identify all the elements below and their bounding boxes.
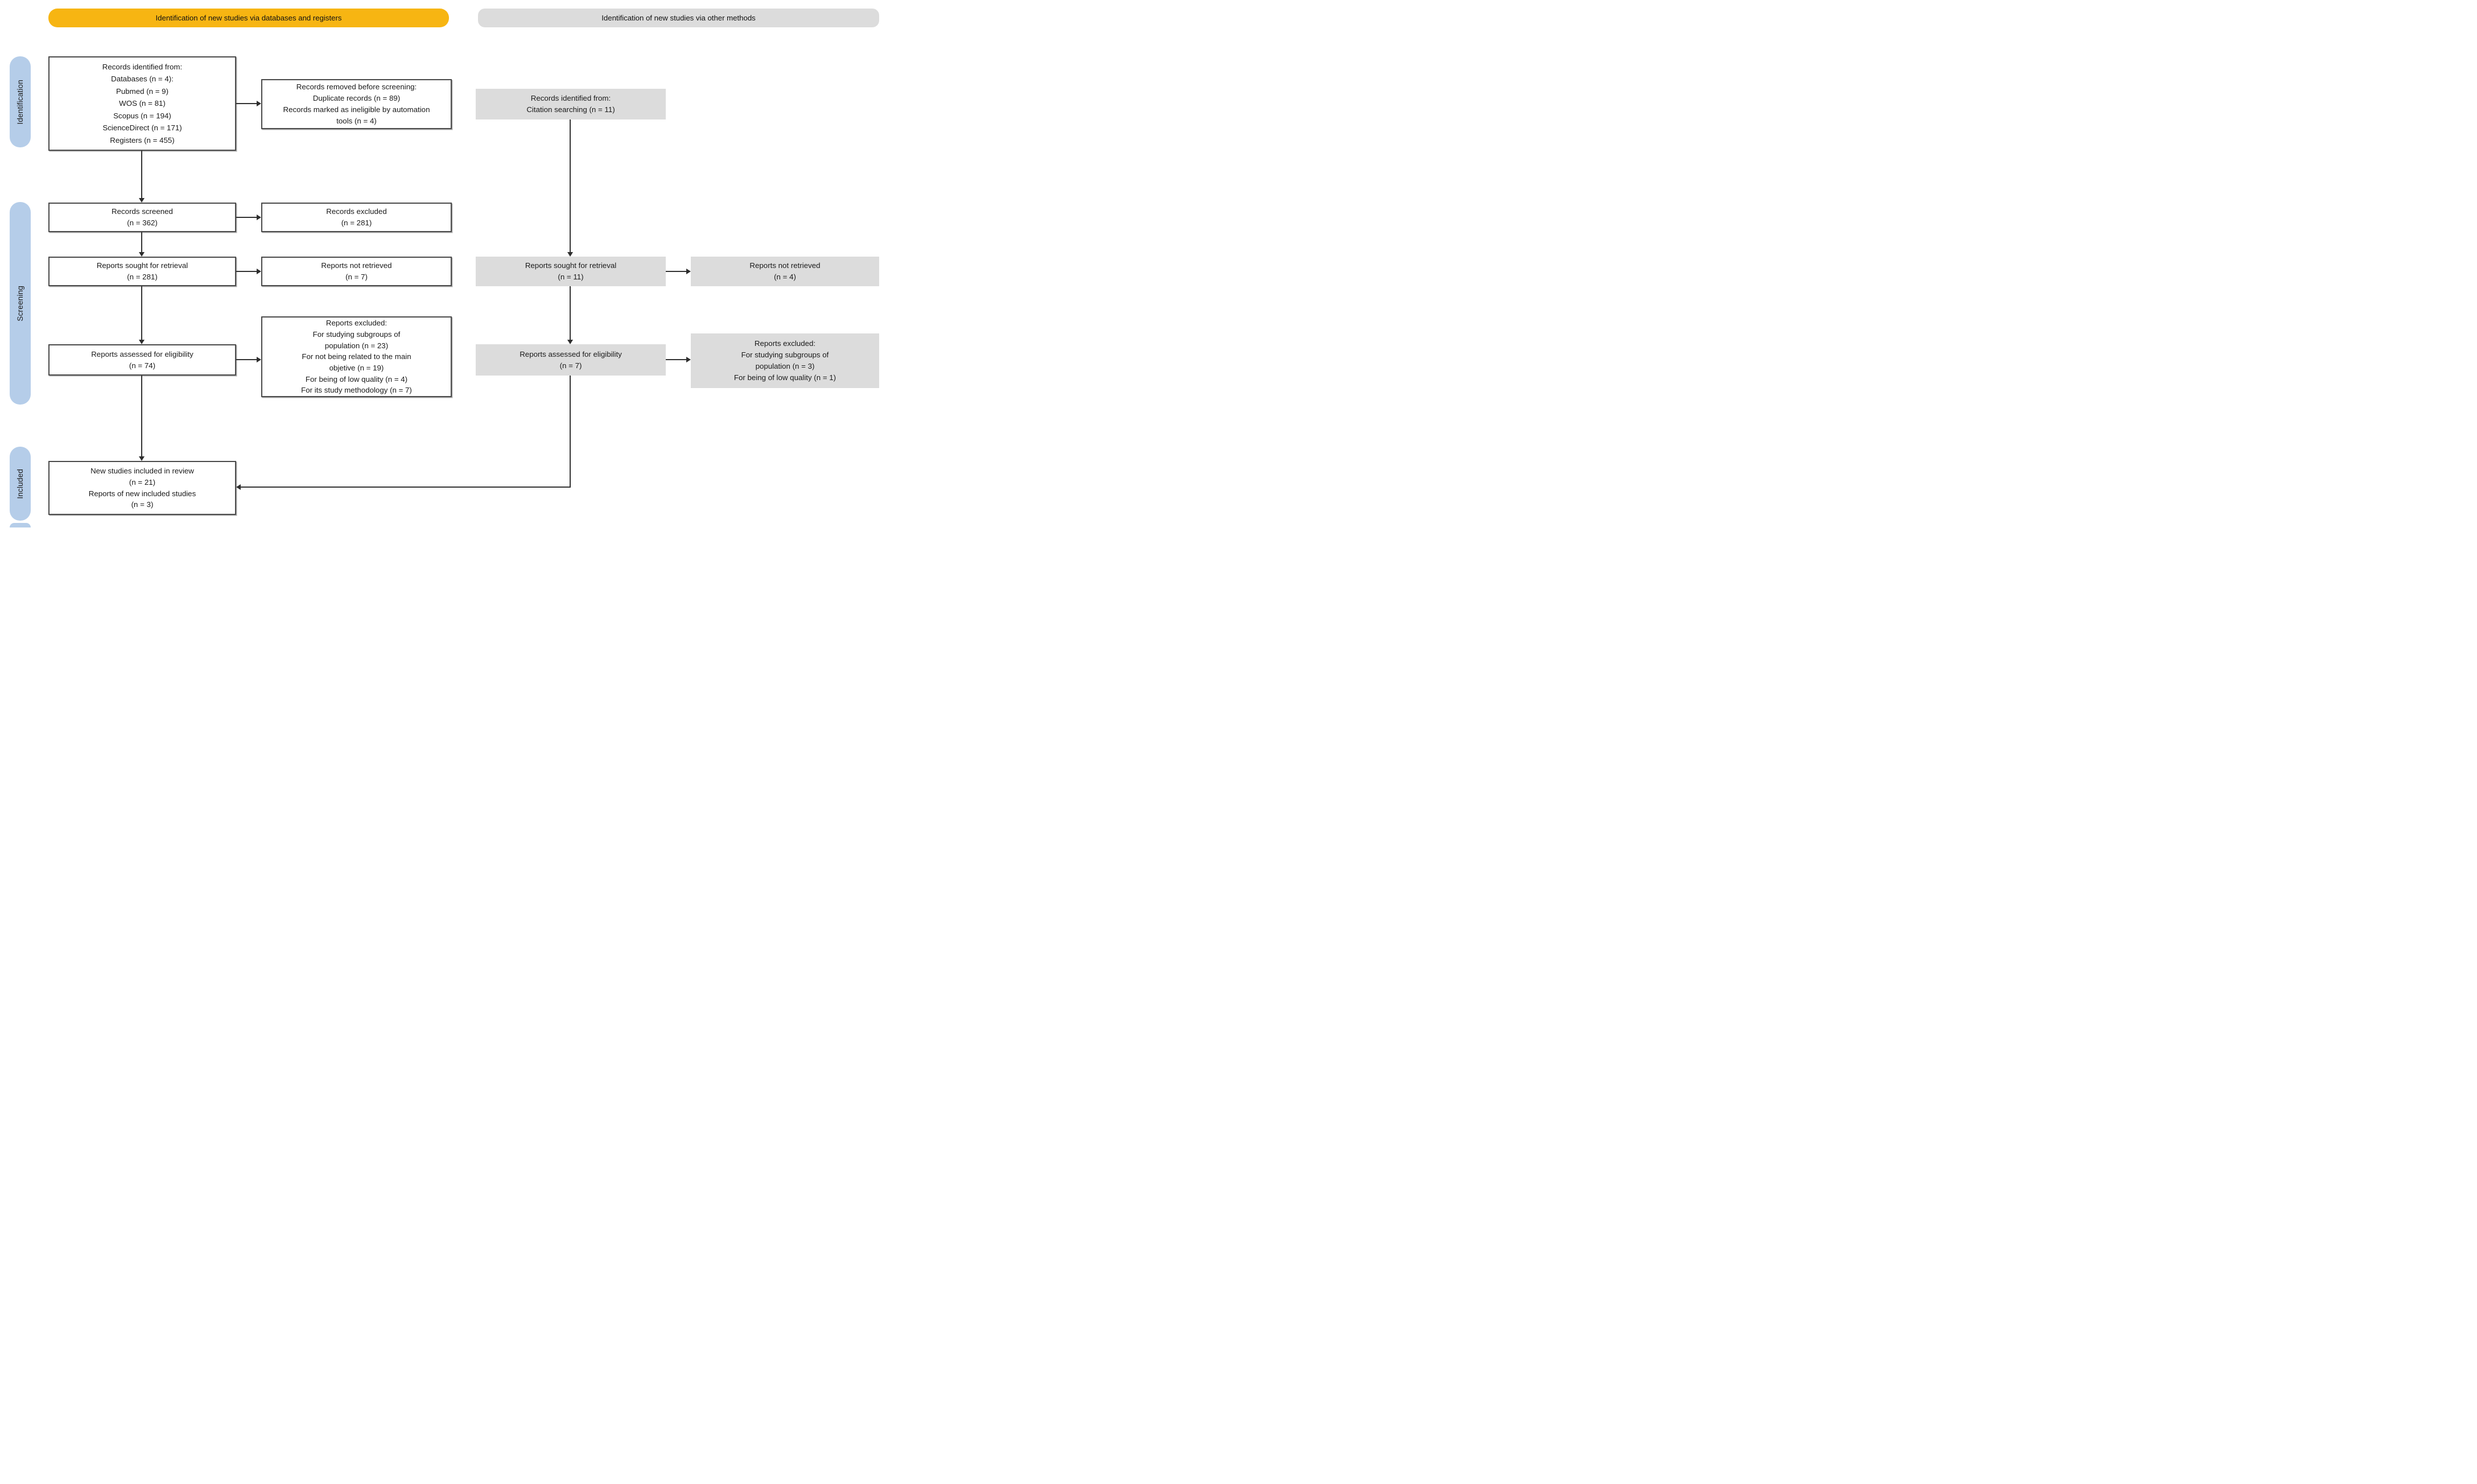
box-reports-excluded-databases: Reports excluded: For studying subgroups of population (n = 23) For not being related to the main objetive (n = 19) For being of low quality (n = 4) For its study methodology (n = 7) bbox=[261, 316, 452, 397]
stage-label-screening: Screening bbox=[16, 285, 24, 321]
arrowhead-assessed-to-excluded bbox=[257, 357, 261, 362]
arrow-line-other-to-included bbox=[241, 487, 571, 488]
box-records-excluded: Records excluded (n = 281) bbox=[261, 203, 452, 232]
box-reports-not-retrieved-databases: Reports not retrieved (n = 7) bbox=[261, 257, 452, 286]
banner-databases-registers: Identification of new studies via databases and registers bbox=[48, 9, 449, 27]
arrow-line-identified-to-screened bbox=[141, 151, 142, 199]
arrow-line-sought-to-notretrieved bbox=[236, 271, 257, 272]
arrowhead-sought-other-to-assessed bbox=[567, 340, 573, 344]
prisma-flow-diagram bbox=[0, 0, 880, 527]
arrowhead-assessed-other-to-excluded bbox=[686, 357, 691, 362]
stage-label-included: Included bbox=[16, 468, 24, 499]
arrowhead-sought-to-notretrieved bbox=[257, 269, 261, 274]
box-reports-sought-other: Reports sought for retrieval (n = 11) bbox=[476, 257, 666, 286]
arrow-line-sought-other-to-notretrieved bbox=[666, 271, 686, 272]
box-reports-not-retrieved-other: Reports not retrieved (n = 4) bbox=[691, 257, 879, 286]
banner-other-methods: Identification of new studies via other methods bbox=[478, 9, 879, 27]
arrowhead-other-to-included bbox=[236, 484, 241, 490]
box-records-identified-databases: Records identified from: Databases (n = 4): Pubmed (n = 9) WOS (n = 81) Scopus (n = 194) ScienceDirect (n = 171) Registers (n = 455) bbox=[48, 56, 236, 151]
arrowhead-identified-to-screened bbox=[139, 198, 145, 203]
arrowhead-screened-to-excluded bbox=[257, 215, 261, 220]
arrow-line-sought-other-to-assessed bbox=[570, 286, 571, 340]
arrow-line-screened-to-sought bbox=[141, 232, 142, 253]
box-reports-assessed-other: Reports assessed for eligibility (n = 7) bbox=[476, 344, 666, 376]
stage-label-identification: Identification bbox=[16, 79, 24, 125]
arrow-line-assessed-other-down bbox=[570, 376, 571, 488]
box-records-removed: Records removed before screening: Duplicate records (n = 89) Records marked as ineligible by automation tools (n = 4) bbox=[261, 79, 452, 129]
arrowhead-sought-to-assessed bbox=[139, 340, 145, 344]
stage-pill-identification bbox=[10, 56, 31, 147]
arrow-line-assessed-to-included bbox=[141, 376, 142, 457]
arrowhead-assessed-to-included bbox=[139, 456, 145, 461]
arrow-line-assessed-other-to-excluded bbox=[666, 359, 686, 360]
arrow-line-assessed-to-excluded bbox=[236, 359, 257, 360]
box-reports-excluded-other: Reports excluded: For studying subgroups of population (n = 3) For being of low quality (n = 1) bbox=[691, 333, 879, 388]
box-records-screened: Records screened (n = 362) bbox=[48, 203, 236, 232]
box-records-identified-other: Records identified from: Citation searching (n = 11) bbox=[476, 89, 666, 119]
arrowhead-citation-to-sought bbox=[567, 252, 573, 257]
box-reports-assessed-databases: Reports assessed for eligibility (n = 74) bbox=[48, 344, 236, 376]
arrowhead-screened-to-sought bbox=[139, 252, 145, 257]
arrow-line-identified-to-removed bbox=[236, 103, 257, 104]
stage-pill-included bbox=[10, 447, 31, 521]
arrowhead-identified-to-removed bbox=[257, 101, 261, 106]
box-reports-sought-databases: Reports sought for retrieval (n = 281) bbox=[48, 257, 236, 286]
arrow-line-citation-to-sought bbox=[570, 119, 571, 253]
arrow-line-screened-to-excluded bbox=[236, 217, 257, 218]
stage-pill-cropped-bottom bbox=[10, 523, 31, 527]
arrow-line-sought-to-assessed bbox=[141, 286, 142, 340]
box-new-studies-included: New studies included in review (n = 21) Reports of new included studies (n = 3) bbox=[48, 461, 236, 515]
stage-pill-screening bbox=[10, 202, 31, 405]
arrowhead-sought-other-to-notretrieved bbox=[686, 269, 691, 274]
